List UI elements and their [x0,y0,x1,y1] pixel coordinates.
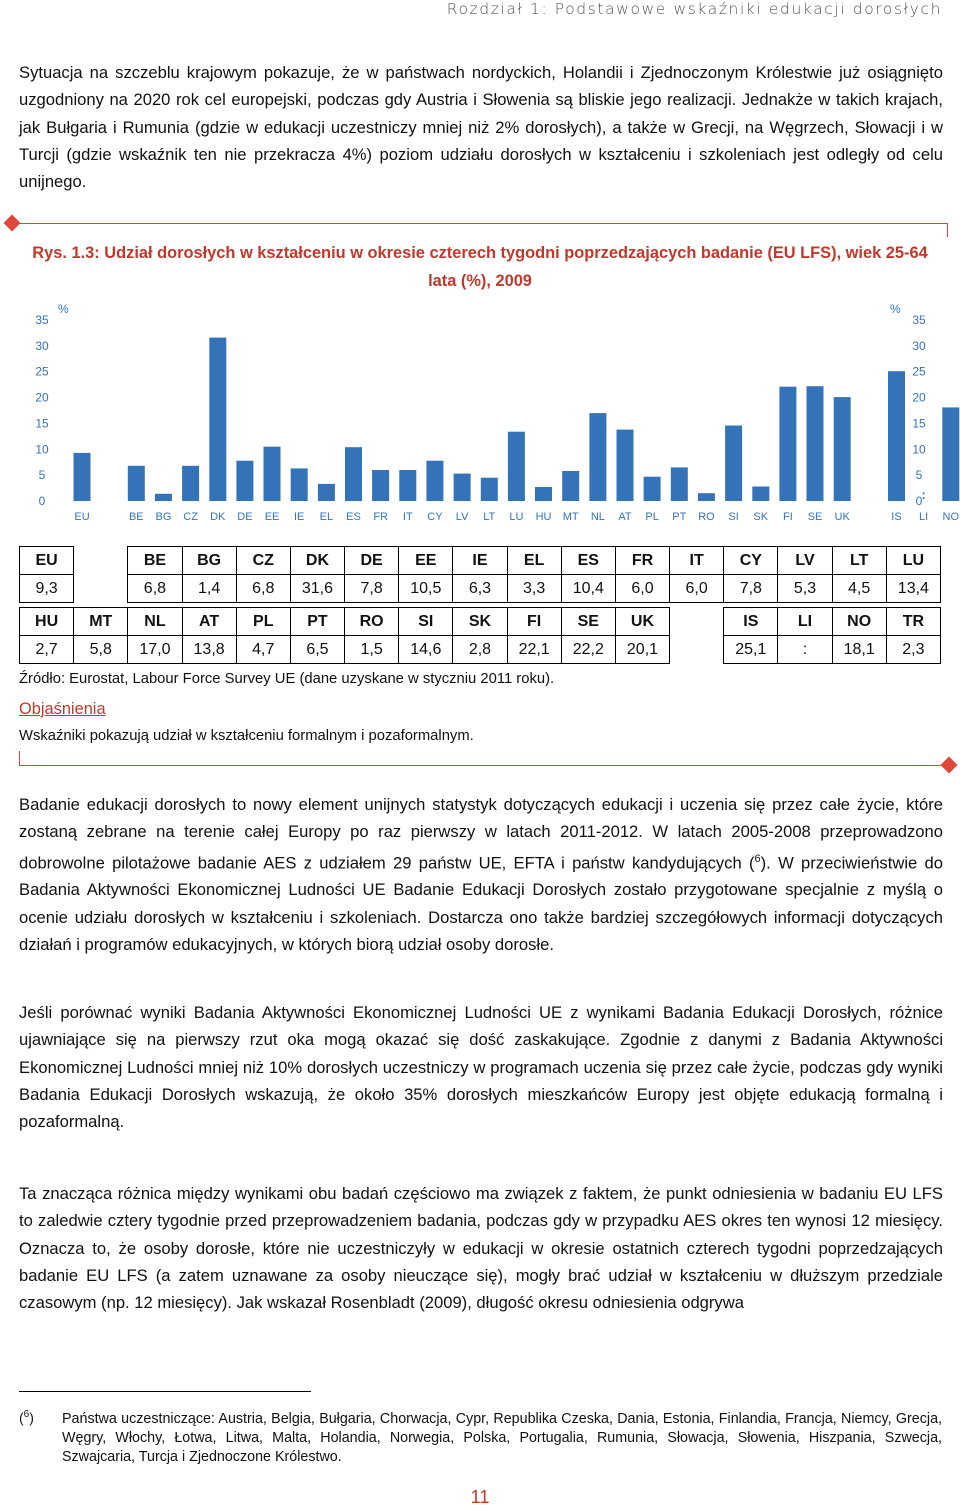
table-cell-value: 2,7 [20,636,74,664]
x-tick-label-uk: UK [834,511,850,523]
bar-uk [834,397,851,501]
table-cell-code: SE [561,608,615,636]
body-paragraph-1-text: Badanie edukacji dorosłych to nowy element unijnych statystyk dotyczących edukacji i uczenia się przez całe życie, które zostaną zebrane na terenie całej Europy po raz pierwszy w latach 2011-2012. W latach 2005-2008 przeprowadzono dobrowolne pilotażowe badanie AES z udziałem 29 państw UE, EFTA i państw kandydujących ( [19,795,943,873]
x-tick-label-ro: RO [698,511,715,523]
frame-line-bottom [19,765,949,766]
running-header: Rozdział 1: Podstawowe wskaźniki edukacji dorosłych [446,0,942,18]
data-table-row2 [19,607,941,664]
table-cell-value: 3,3 [507,575,561,603]
bar-eu [74,453,91,501]
table-row-values [20,575,941,603]
table-cell-code: IS [724,608,778,636]
y-tick-label-left: 5 [38,468,46,483]
table-row-values [20,636,941,664]
x-tick-label-mt: MT [562,511,579,523]
table-cell-code: LU [886,547,940,575]
table-cell-value: 5,3 [778,575,832,603]
table-cell-code: FR [615,547,669,575]
bar-no [942,407,959,501]
x-tick-label-se: SE [807,511,823,523]
data-table-row1 [19,546,941,603]
y-unit-left: % [58,302,69,316]
table-cell-code: MT [74,608,128,636]
table-cell-value: 6,3 [453,575,507,603]
table-cell-code: NO [832,608,886,636]
y-tick-label-left: 15 [35,416,49,431]
frame-tick-bottom [19,751,20,765]
footnote-reference[interactable]: 6 [754,852,761,865]
table-cell-value: 13,4 [886,575,940,603]
x-tick-label-bg: BG [155,511,172,523]
footnote-separator [19,1391,311,1392]
frame-line-top [12,223,948,224]
bar-fi [779,387,796,501]
table-cell-code: AT [182,608,236,636]
x-tick-label-lv: LV [455,511,469,523]
table-cell-code: LT [832,547,886,575]
table-cell-value: 7,8 [345,575,399,603]
footnote-marker-open: ( [19,1409,24,1426]
bar-sk [752,487,769,502]
bar-ie [291,468,308,501]
footnote-marker [19,1409,34,1426]
table-cell-code: PL [236,608,290,636]
bar-it [399,470,416,501]
page-number: 11 [470,1487,490,1507]
bar-pl [644,477,661,501]
table-cell-code: BE [128,547,182,575]
table-cell-code: NL [128,608,182,636]
table-cell-value [74,575,128,603]
table-cell-code: PT [290,608,344,636]
table-cell-value: 1,4 [182,575,236,603]
table-cell-value: 20,1 [615,636,669,664]
table-cell-value: 9,3 [20,575,74,603]
table-cell-code: DE [345,547,399,575]
bar-el [318,484,335,501]
footnote-marker-close: ) [29,1409,34,1426]
table-cell-code [74,547,128,575]
table-cell-value: 22,2 [561,636,615,664]
footnote-text: Państwa uczestniczące: Austria, Belgia, Bułgaria, Chorwacja, Cypr, Republika Czeska, Dania, Estonia, Finlandia, Francja, Niemcy, Grecja, Węgry, Włochy, Łotwa, Litwa, Malta, Holandia, Norwegia, Polska, Portugalia, Rumunia, Słowacja, Słowenia, Hiszpania, Szwecja, Szwajcaria, Turcja i Zjednoczone Królestwo. [62,1411,942,1465]
table-cell-code: LI [778,608,832,636]
x-tick-labels [74,511,960,523]
intro-paragraph: Sytuacja na szczeblu krajowym pokazuje, że w państwach nordyckich, Holandii i Zjednoczonym Królestwie już osiągnięto uzgodniony na 2020 rok cel europejski, podczas gdy Austria i Słowenia są bliskie jego realizacji. Jednakże w takich krajach, jak Bułgaria i Rumunia (gdzie w edukacji uczestniczy mniej niż 2% dorosłych), a także w Grecji, na Węgrzech, Słowacji i w Turcji (gdzie wskaźnik ten nie przekracza 4%) poziom udziału dorosłych w kształceniu i szkoleniach jest odległy od celu unijnego. [19,63,943,192]
figure-title: Rys. 1.3: Udział dorosłych w kształceniu w okresie czterech tygodni poprzedzających badanie (EU LFS), wiek 25-64 lata (%), 2009 [32,244,928,290]
x-tick-label-nl: NL [590,511,605,523]
table-cell-code: LV [778,547,832,575]
table-cell-value: 13,8 [182,636,236,664]
bars [74,338,960,502]
explanations-title: Objaśnienia [19,700,106,718]
table-cell-value: 22,1 [507,636,561,664]
x-tick-label-fr: FR [373,511,388,523]
x-tick-label-ie: IE [293,511,305,523]
x-tick-label-fi: FI [783,511,793,523]
table-cell-value: 4,5 [832,575,886,603]
table-cell-code: BG [182,547,236,575]
x-tick-label-pt: PT [672,511,687,523]
x-tick-label-cz: CZ [183,511,198,523]
table-cell-code: CY [724,547,778,575]
table-cell-code: SK [453,608,507,636]
y-tick-label-right: 10 [912,442,926,457]
x-tick-label-pl: PL [645,511,659,523]
y-tick-label-right: 35 [912,313,926,327]
x-tick-label-it: IT [402,511,413,523]
table-cell-value: 10,5 [399,575,453,603]
x-tick-label-li: LI [919,511,929,523]
table-cell-code: UK [615,608,669,636]
bar-lv [454,474,471,501]
bar-nl [589,413,606,501]
x-tick-label-at: AT [618,511,632,523]
y-tick-label-left: 30 [35,338,49,353]
x-tick-label-dk: DK [210,511,226,523]
table-cell-code: RO [345,608,399,636]
table-cell-value: 6,0 [670,575,724,603]
table-cell-code: CZ [236,547,290,575]
bar-de [236,461,253,501]
y-tick-label-left: 10 [35,442,49,457]
footnote-marker-num: 6 [23,1409,30,1420]
x-tick-label-si: SI [728,511,739,523]
table-cell-code: DK [290,547,344,575]
bar-be [128,466,145,501]
table-cell-code [670,608,724,636]
x-tick-label-es: ES [346,511,361,523]
table-cell-value: 7,8 [724,575,778,603]
bar-at [617,430,634,501]
x-tick-label-ee: EE [264,511,280,523]
bar-fr [372,470,389,501]
y-tick-label-right: 30 [912,338,926,353]
body-paragraph-2: Jeśli porównać wyniki Badania Aktywności Ekonomicznej Ludności UE z wynikami Badania Edukacji Dorosłych, różnice ujawniające się na pierwszy rzut oka mogą okazać się dość zaskakujące. Zgodnie z danymi z Badania Aktywności Ekonomicznej Ludności mniej niż 10% dorosłych uczestniczy w programach uczenia się przez całe życie, podczas gdy wyniki Badania Edukacji Dorosłych wskazują, że około 35% dorosłych mieszkańców Europy jest objęte edukacją formalną i pozaformalną. [19,1003,943,1132]
table-cell-value: 6,8 [236,575,290,603]
x-tick-label-be: BE [128,511,144,523]
y-tick-label-right: 0 [915,494,923,508]
x-tick-label-lu: LU [509,511,524,523]
x-tick-label-eu: EU [74,511,90,523]
bar-cy [426,461,443,501]
figure-source [19,671,554,687]
bar-bg [155,494,172,501]
bar-is [888,371,905,501]
bar-chart [26,296,960,528]
explanations-text: Wskaźniki pokazują udział w kształceniu formalnym i pozaformalnym. [19,728,474,744]
y-tick-label-right: 15 [912,416,926,431]
bar-ee [264,447,281,501]
bar-se [807,386,824,501]
table-cell-value: 6,5 [290,636,344,664]
table-cell-value: 14,6 [399,636,453,664]
y-tick-label-right: 5 [915,468,923,483]
x-tick-label-hu: HU [535,511,552,523]
table-cell-value: 2,3 [886,636,940,664]
y-ticks-right [912,313,926,508]
frame-tick-top [947,223,948,237]
table-cell-code: SI [399,608,453,636]
table-cell-value: 2,8 [453,636,507,664]
table-cell-code: TR [886,608,940,636]
x-tick-label-is: IS [891,511,902,523]
table-cell-value: 1,5 [345,636,399,664]
x-tick-label-de: DE [237,511,253,523]
body-paragraph-3: Ta znacząca różnica między wynikami obu badań częściowo ma związek z faktem, że punkt odniesienia w badaniu EU LFS to zaledwie cztery tygodnie przed przeprowadzeniem badania, podczas gdy w przypadku AES okres ten wynosi 12 miesięcy. Oznacza to, że osoby dorosłe, które nie uczestniczyły w edukacji w okresie ostatnich czterech tygodni poprzedzających badanie EU LFS (a zatem uznawane za osoby nieuczące się), mogły brać udział w kształceniu w dłuższym przedziale czasowym (np. 12 miesięcy). Jak wskazał Rosenbladt (2009), długość okresu odniesienia odgrywa [19,1184,943,1313]
table-cell-value: 18,1 [832,636,886,664]
table-cell-code: IT [670,547,724,575]
table-cell-code: EE [399,547,453,575]
bar-cz [182,466,199,501]
body-paragraph-1-text-end: ). W przeciwieństwie do Badania Aktywności Ekonomicznej Ludności UE Badanie Edukacji Dorosłych zostało przygotowane specjalnie z myślą o ocenie udziału dorosłych w kształceniu i szkoleniach. Dostarcza ono także bardziej szczegółowych informacji dotyczących działań i programów edukacyjnych, w których biorą udział osoby dorosłe. [19,853,943,955]
bar-si [725,426,742,502]
bar-mt [562,471,579,501]
table-cell-code: EL [507,547,561,575]
table-cell-value: 6,8 [128,575,182,603]
bar-chart-svg [26,296,960,528]
table-cell-code: FI [507,608,561,636]
bar-lt [481,478,498,501]
table-cell-code: HU [20,608,74,636]
x-tick-label-sk: SK [753,511,769,523]
bar-pt [671,467,688,501]
y-tick-label-left: 20 [35,390,49,405]
y-tick-label-left: 0 [38,494,46,508]
bar-ro [698,493,715,501]
table-cell-value: 6,0 [615,575,669,603]
table-row-codes [20,547,941,575]
table-cell-value: 10,4 [561,575,615,603]
y-tick-label-left: 25 [35,364,49,379]
bar-es [345,447,362,501]
x-tick-label-lt: LT [483,511,496,523]
y-tick-label-left: 35 [35,313,49,327]
table-cell-code: ES [561,547,615,575]
table-row-codes [20,608,941,636]
y-ticks-left [35,313,49,508]
y-tick-label-right: 25 [912,364,926,379]
table-cell-value: 5,8 [74,636,128,664]
table-cell-value: 31,6 [290,575,344,603]
y-tick-label-right: 20 [912,390,926,405]
x-tick-label-el: EL [319,511,334,523]
bar-lu [508,432,525,501]
x-tick-label-cy: CY [427,511,443,523]
table-cell-code: IE [453,547,507,575]
y-unit-right: % [890,302,901,316]
table-cell-value [670,636,724,664]
table-cell-value: : [778,636,832,664]
source-text: Źródło: Eurostat, Labour Force Survey UE (dane uzyskane w styczniu 2011 roku). [19,671,555,687]
x-tick-label-no: NO [942,511,960,523]
bar-dk [209,338,226,501]
table-cell-value: 25,1 [724,636,778,664]
table-cell-value: 17,0 [128,636,182,664]
missing-marker-li: : [921,487,926,502]
body-paragraph-1 [19,791,943,958]
table-cell-value: 4,7 [236,636,290,664]
bar-hu [535,487,552,501]
table-cell-code: EU [20,547,74,575]
frame-diamond-bottom [941,757,958,774]
